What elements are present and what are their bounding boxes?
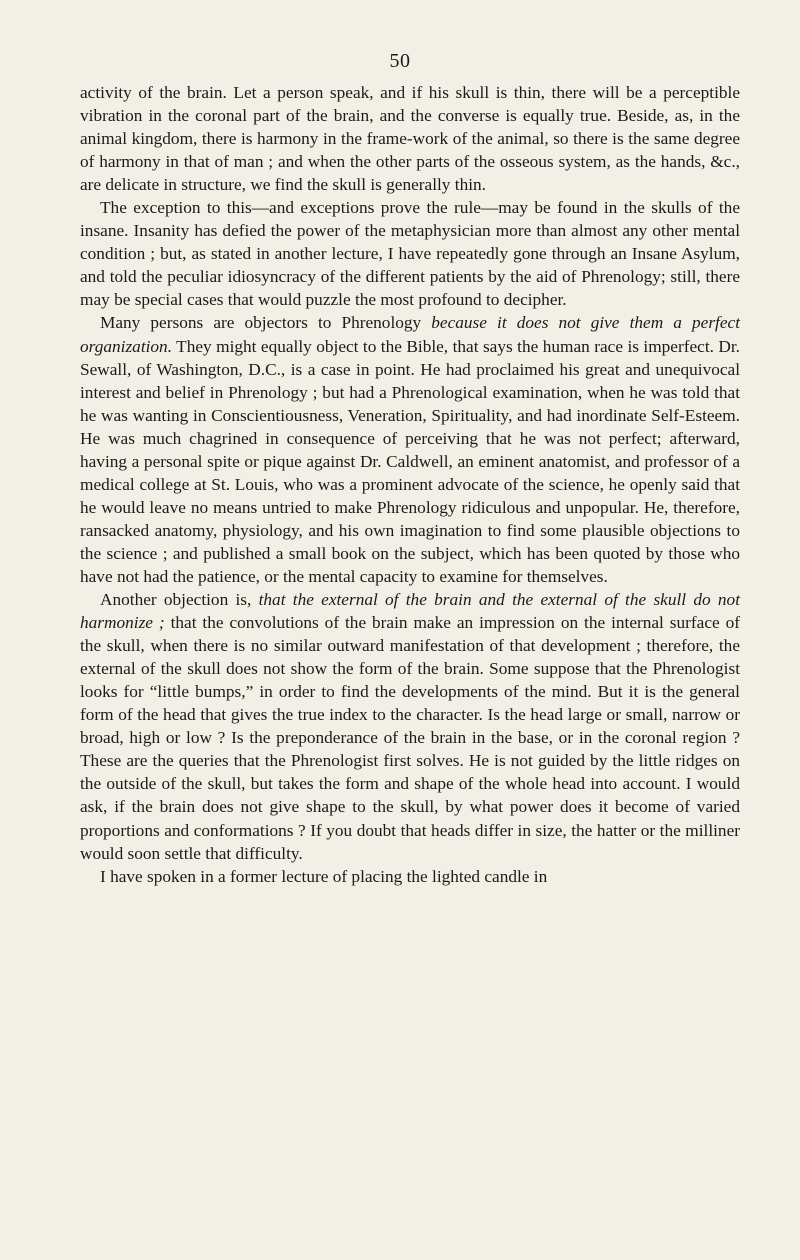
paragraph	[80, 81, 740, 196]
paragraph	[80, 196, 740, 311]
paragraph	[80, 588, 740, 865]
paragraph-text: Many persons are objectors to Phrenology	[100, 313, 432, 333]
document-body	[80, 81, 740, 888]
paragraph	[80, 865, 740, 888]
paragraph-text: activity of the brain. Let a person speak, and if his skull is thin, there will be a perceptible vibration in the coronal part of the brain, and the converse is equally true. Beside, as, in the animal kingdom, there is harmony in the frame-work of the animal, so there is the same degree of harmony in that of man ; and when the other parts of the osseous system, as the hands, &c., are delicate in structure, we find the skull is generally thin.	[80, 83, 740, 195]
paragraph-text: Another objection is,	[100, 590, 259, 610]
paragraph-text: They might equally object to the Bible, that says the human race is imperfect. Dr. Sewall, of Washington, D.C., is a case in point. He had proclaimed his great and unequivocal interest and belief in Phrenology ; but had a Phrenological examination, when he was told that he was wanting in Conscientiousness, Veneration, Spirituality, and had inordinate Self-Esteem. He was much chagrined in consequence of perceiving that he was not perfect; afterward, having a personal spite or pique against Dr. Caldwell, an eminent anatomist, and professor of a medical college at St. Louis, who was a prominent advocate of the science, he openly said that he would leave no means untried to make Phrenology ridiculous and unpopular. He, therefore, ransacked anatomy, physiology, and his own imagination to find some plausible objections to the science ; and published a small book on the subject, which has been quoted by those who have not had the patience, or the mental capacity to examine for themselves.	[80, 336, 740, 586]
paragraph-text: The exception to this—and exceptions prove the rule—may be found in the skulls of the insane. Insanity has defied the power of the metaphysician more than almost any other mental condition ; but, as stated in another lecture, I have repeatedly gone through an Insane Asylum, and told the peculiar idiosyncracy of the different patients by the aid of Phrenology; still, there may be special cases that would puzzle the most profound to decipher.	[80, 198, 740, 310]
page-number: 50	[389, 50, 411, 72]
italic-phrase: that the external of the brain and the external of the skull do not harmonize ;	[80, 590, 740, 633]
italic-phrase: because it does not give them a perfect organization.	[80, 313, 740, 356]
paragraph-text: that the convolutions of the brain make an impression on the internal surface of the skull, when there is no similar outward manifestation of that development ; therefore, the external of the skull does not show the form of the brain. Some suppose that the Phrenologist looks for “little bumps,” in order to find the developments of the mind. But it is the general form of the head that gives the true index to the character. Is the head large or small, narrow or broad, high or low ? Is the preponderance of the brain in the base, or in the coronal region ? These are the queries that the Phrenologist first solves. He is not guided by the little ridges on the outside of the skull, but takes the form and shape of the whole head into account. I would ask, if the brain does not give shape to the skull, by what power does it become of varied proportions and conformations ? If you doubt that heads differ in size, the hatter or the milliner would soon settle that difficulty.	[80, 613, 740, 863]
paragraph	[80, 311, 740, 588]
paragraph-text: I have spoken in a former lecture of placing the lighted candle in	[100, 866, 548, 886]
